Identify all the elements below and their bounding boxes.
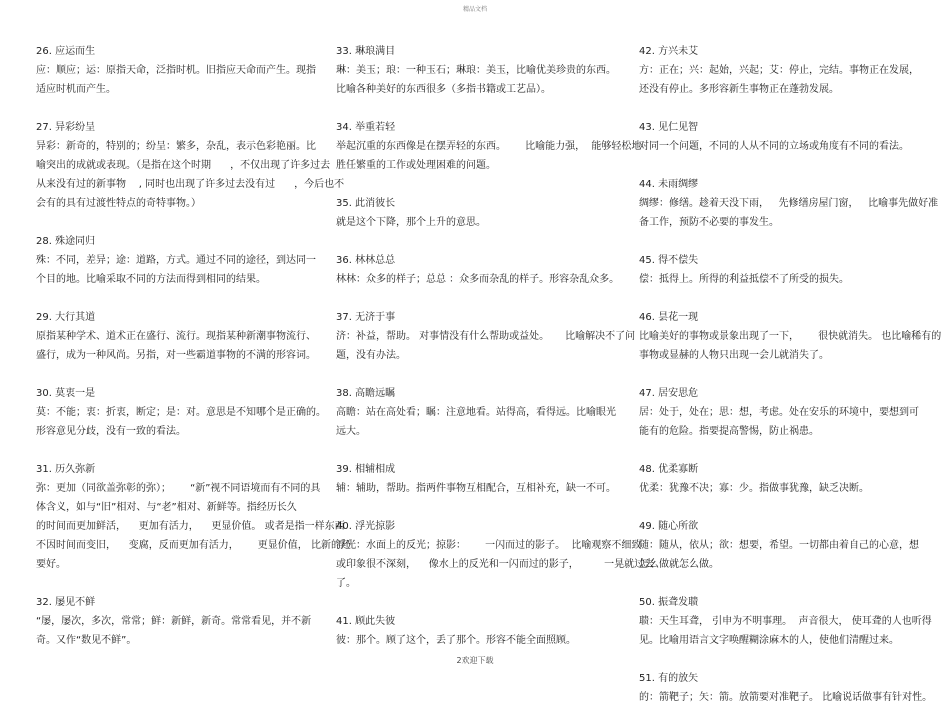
idiom-definition-line: 济：补益，帮助。 对事情没有什么帮助或益处。 比喻解决不了问 — [336, 331, 636, 342]
idiom-definition-line: 奇。又作“数见不鲜”。 — [36, 635, 137, 646]
idiom-title: 36. 林林总总 — [336, 255, 396, 266]
idiom-title: 32. 屡见不鲜 — [36, 597, 96, 608]
idiom-definition-line: 个目的地。比喻采取不同的方法而得到相同的结果。 — [36, 274, 266, 285]
column-middle — [336, 42, 655, 669]
idiom-title: 44. 未雨绸缪 — [639, 179, 699, 190]
idiom-definition-line: 高瞻：站在高处看；瞩：注意地看。站得高，看得远。比喻眼光 — [336, 407, 616, 418]
idiom-entry — [336, 612, 618, 650]
idiom-definition-line: 题，没有办法。 — [336, 350, 406, 361]
idiom-definition-line: 原指某种学术、道术正在盛行、流行。现指某种新潮事物流行、 — [36, 331, 316, 342]
idiom-definition-line: 不因时间而变旧， 变腐，反而更加有活力， 更显价值， 比新的还 — [36, 540, 351, 551]
idiom-definition-line: 比喻美好的事物或景象出现了一下， 很快就消失。 也比喻稀有的 — [639, 331, 942, 342]
idiom-definition-line: 方：正在；兴：起始，兴起；艾：停止，完结。事物正在发展， — [639, 65, 919, 76]
idiom-entry — [336, 251, 618, 289]
idiom-title: 46. 昙花一现 — [639, 312, 699, 323]
idiom-definition-line: 或印象很不深刻， 像水上的反光和一闪而过的影子， 一晃就过去 — [336, 559, 655, 570]
idiom-title: 41. 顾此失彼 — [336, 616, 396, 627]
idiom-entry — [36, 118, 345, 213]
idiom-definition-line: 绸缪：修缮。趁着天没下雨， 先修缮房屋门窗， 比喻事先做好准 — [639, 198, 939, 209]
idiom-title: 33. 琳琅满目 — [336, 46, 396, 57]
idiom-definition-line: 要好。 — [36, 559, 66, 570]
idiom-definition-line: 盛行，成为一种风尚。另指，对一些霸道事物的不满的形容词。 — [36, 350, 316, 361]
idiom-entry — [36, 308, 318, 365]
idiom-title: 30. 莫衷一是 — [36, 388, 96, 399]
idiom-definition-line: 异彩：新奇的，特别的；纷呈：繁多，杂乱，表示色彩艳丽。比 — [36, 141, 316, 152]
idiom-definition-line: 喻突出的成就或表现。（是指在这个时期 ，不仅出现了许多过去 — [36, 160, 331, 171]
idiom-definition-line: 偿：抵得上。所得的利益抵偿不了所受的损失。 — [639, 274, 849, 285]
idiom-entry — [639, 175, 939, 232]
idiom-title: 28. 殊途同归 — [36, 236, 96, 247]
idiom-definition-line: 体含义，如与“旧”相对、与“老”相对、新鲜等。指经历长久 — [36, 502, 297, 513]
idiom-definition-line: 能有的危险。指要提高警惕，防止祸患。 — [639, 426, 819, 437]
idiom-title: 45. 得不偿失 — [639, 255, 699, 266]
idiom-entry — [36, 593, 318, 650]
idiom-definition-line: 居：处于，处在；思：想，考虑。处在安乐的环境中，要想到可 — [639, 407, 919, 418]
idiom-title: 51. 有的放矢 — [639, 673, 699, 684]
idiom-definition-line: 林林：众多的样子；总总 ：众多而杂乱的样子。形容杂乱众多。 — [336, 274, 620, 285]
idiom-entry — [336, 42, 618, 99]
idiom-definition-line: 琳：美玉；琅：一种玉石；琳琅：美玉，比喻优美珍贵的东西。 — [336, 65, 616, 76]
idiom-title: 47. 居安思危 — [639, 388, 699, 399]
idiom-definition-line: 了。 — [336, 578, 356, 589]
idiom-entry — [639, 384, 921, 441]
idiom-entry — [36, 460, 351, 574]
idiom-title: 34. 举重若轻 — [336, 122, 396, 133]
idiom-definition-line: 胜任繁重的工作或处理困难的问题。 — [336, 160, 496, 171]
idiom-title: 49. 随心所欲 — [639, 521, 699, 532]
idiom-entry — [639, 669, 933, 707]
idiom-definition-line: 的时间而更加鲜活， 更加有活力， 更显价值。 或者是指一样东西 — [36, 521, 345, 532]
idiom-definition-line: 殊：不同，差异；途：道路，方式。通过不同的途径，到达同一 — [36, 255, 316, 266]
page-header: 精品文档 — [462, 6, 487, 13]
page-footer: 2欢迎下载 — [456, 656, 494, 665]
idiom-definition-line: 比喻各种美好的东西很多（多指书籍或工艺品）。 — [336, 84, 551, 95]
column-right — [639, 42, 942, 726]
idiom-title: 26. 应运而生 — [36, 46, 96, 57]
idiom-definition-line: 优柔：犹豫不决；寡：少。指做事犹豫，缺乏决断。 — [639, 483, 869, 494]
idiom-entry — [639, 118, 921, 156]
idiom-entry — [639, 308, 942, 365]
idiom-definition-line: 见。比喻用语言文字唤醒糊涂麻木的人，使他们清醒过来。 — [639, 635, 899, 646]
idiom-title: 31. 历久弥新 — [36, 464, 96, 475]
idiom-definition-line: 浮光：水面上的反光；掠影： 一闪而过的影子。 比喻观察不细致 — [336, 540, 642, 551]
idiom-definition-line: 莫：不能；衷：折衷，断定；是：对。意思是不知哪个是正确的。 — [36, 407, 326, 418]
idiom-entry — [336, 308, 636, 365]
idiom-definition-line: 就是这个下降，那个上升的意思。 — [336, 217, 486, 228]
idiom-entry — [336, 118, 642, 175]
idiom-definition-line: 应：顺应；运：原指天命，泛指时机。旧指应天命而产生。现指 — [36, 65, 316, 76]
idiom-entry — [639, 593, 932, 650]
idiom-entry — [336, 194, 618, 232]
idiom-definition-line: 形容意见分歧，没有一致的看法。 — [36, 426, 186, 437]
idiom-definition-line: 怎么做就怎么做。 — [639, 559, 719, 570]
idiom-definition-line: 聩：天生耳聋， 引申为不明事理。 声音很大， 使耳聋的人也听得 — [639, 616, 932, 627]
idiom-title: 43. 见仁见智 — [639, 122, 699, 133]
idiom-entry — [336, 460, 618, 498]
idiom-definition-line: 的：箭靶子；矢：箭。放箭要对准靶子。 比喻说话做事有针对性。 — [639, 692, 933, 703]
idiom-entry — [639, 517, 921, 574]
idiom-definition-line: 举起沉重的东西像是在摆弄轻的东西。 比喻能力强， 能够轻松地 — [336, 141, 642, 152]
idiom-entry — [36, 42, 318, 99]
idiom-title: 40. 浮光掠影 — [336, 521, 396, 532]
idiom-definition-line: “屡，屡次，多次，常常；鲜：新鲜，新奇。常常看见，并不新 — [36, 616, 312, 627]
idiom-definition-line: 彼：那个。顾了这个，丢了那个。形容不能全面照顾。 — [336, 635, 576, 646]
idiom-title: 39. 相辅相成 — [336, 464, 396, 475]
idiom-title: 42. 方兴未艾 — [639, 46, 699, 57]
idiom-title: 50. 振聋发聩 — [639, 597, 699, 608]
idiom-entry — [336, 384, 618, 441]
idiom-title: 35. 此消彼长 — [336, 198, 396, 209]
idiom-entry — [639, 42, 921, 99]
idiom-entry — [336, 517, 655, 593]
idiom-definition-line: 对同一个问题，不同的人从不同的立场或角度有不同的看法。 — [639, 141, 909, 152]
idiom-definition-line: 随：随从，依从；欲：想要，希望。一切都由着自己的心意，想 — [639, 540, 919, 551]
idiom-entry — [639, 251, 921, 289]
idiom-title: 48. 优柔寡断 — [639, 464, 699, 475]
idiom-title: 38. 高瞻远瞩 — [336, 388, 396, 399]
idiom-definition-line: 弥：更加（同欲盖弥彰的弥）； “新”视不同语境而有不同的具 — [36, 483, 321, 494]
idiom-definition-line: 还没有停止。多形容新生事物正在蓬勃发展。 — [639, 84, 839, 95]
idiom-definition-line: 会有的具有过渡性特点的奇特事物。） — [36, 198, 201, 209]
idiom-definition-line: 事物或显赫的人物只出现一会儿就消失了。 — [639, 350, 829, 361]
idiom-entry — [36, 232, 318, 289]
idiom-entry — [36, 384, 326, 441]
idiom-entry — [639, 460, 921, 498]
idiom-title: 37. 无济于事 — [336, 312, 396, 323]
idiom-definition-line: 适应时机而产生。 — [36, 84, 116, 95]
idiom-definition-line: 辅：辅助，帮助。指两件事物互相配合，互相补充，缺一不可。 — [336, 483, 616, 494]
idiom-title: 27. 异彩纷呈 — [36, 122, 96, 133]
idiom-title: 29. 大行其道 — [36, 312, 96, 323]
idiom-definition-line: 备工作，预防不必要的事发生。 — [639, 217, 779, 228]
idiom-definition-line: 从来没有过的新事物 , 同时也出现了许多过去没有过 ，今后也不 — [36, 179, 345, 190]
idiom-definition-line: 远大。 — [336, 426, 366, 437]
